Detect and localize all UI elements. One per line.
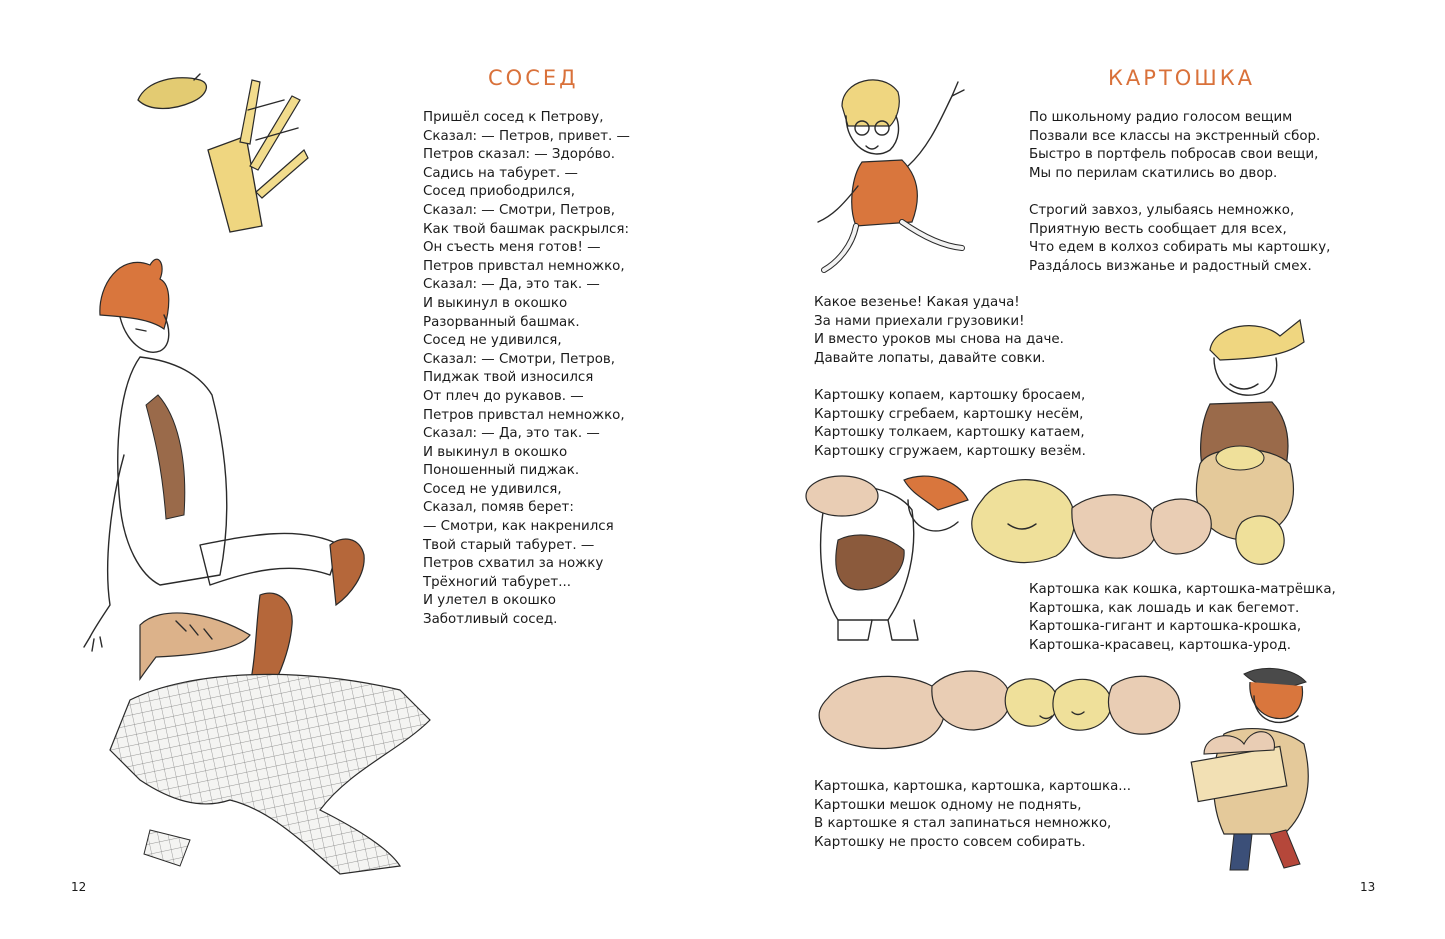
poem-sosed-line: Заботливый сосед. [423,612,558,628]
stanza-2-line-1: Строгий завхоз, улыбаясь немножко, [1029,203,1295,218]
poem-sosed-line: Петров привстал немножко, [423,258,625,274]
stanza-4-line-4: Картошку сгружаем, картошку везём. [814,443,1086,459]
stanza-4-line-2: Картошку сгребаем, картошку несём, [814,406,1084,422]
stanza-5-line-1: Картошка как кошка, картошка-матрёшка, [1029,582,1336,597]
poem-sosed-line: И выкинул в окошко [423,295,568,311]
stanza-2-line-3: Что едем в колхоз собирать мы картошку, [1029,240,1331,256]
poem-sosed-line: Он съесть меня готов! — [423,240,601,256]
poem-sosed-line: Сказал: — Смотри, Петров, [423,351,616,367]
poem-title-kartoshka: КАРТОШКА [1108,66,1256,90]
stanza-6 [814,778,1131,852]
poem-sosed-line: Сказал: — Смотри, Петров, [423,202,616,218]
poem-sosed-line: И выкинул в окошко [423,444,568,460]
poem-sosed-line: Сосед не удивился, [423,333,562,349]
sitting-man-sketch [80,245,380,715]
stanza-4-line-3: Картошку толкаем, картошку катаем, [814,425,1085,441]
stanza-3-line-1: Какое везенье! Какая удача! [814,295,1020,310]
boy-with-crate-sketch [1174,664,1344,884]
stanza-1-line-4: Мы по перилам скатились во двор. [1029,165,1278,181]
poem-sosed-line: Сказал: — Да, это так. — [423,426,600,442]
poem-sosed-line: Пиджак твой износился [423,370,594,386]
poem-sosed-line: Разорванный башмак. [423,314,580,330]
poem-sosed-line: Сказал: — Да, это так. — [423,277,600,293]
poem-sosed-line: Сосед приободрился, [423,184,575,200]
stanza-3-line-3: И вместо уроков мы снова на даче. [814,332,1064,348]
poem-title-sosed: СОСЕД [488,66,579,90]
poem-sosed-line: — Смотри, как накренился [423,519,614,535]
poem-sosed-line: Сказал: — Петров, привет. — [423,128,630,144]
stanza-5-line-3: Картошка-гигант и картошка-крошка, [1029,619,1302,635]
poem-sosed-line: Сосед не удивился, [423,481,562,497]
stanza-2 [1029,202,1330,276]
poem-sosed-line: Трёхногий табурет... [423,574,571,590]
stanza-3-line-2: За нами приехали грузовики! [814,313,1025,329]
stanza-5-line-4: Картошка-красавец, картошка-урод. [1029,637,1292,653]
poem-sosed-line: Пришёл сосед к Петрову, [423,110,604,125]
stanza-1-line-1: По школьному радио голосом вещим [1029,110,1293,125]
stanza-4-line-1: Картошку копаем, картошку бросаем, [814,388,1086,403]
stanza-1 [1029,109,1320,183]
stanza-1-line-2: Позвали все классы на экстренный сбор. [1029,128,1321,144]
stanza-6-line-4: Картошку не просто совсем собирать. [814,834,1086,850]
stanza-2-line-2: Приятную весть сообщает для всех, [1029,221,1287,237]
poem-sosed [423,109,630,630]
stanza-3 [814,294,1064,368]
stanza-5-line-2: Картошка, как лошадь и как бегемот. [1029,600,1300,616]
left-page [0,0,722,939]
poem-sosed-line: Садись на табурет. — [423,165,578,181]
page-number-right: 13 [1360,880,1376,894]
poem-sosed-line: Петров схватил за ножку [423,556,604,572]
stanza-6-line-2: Картошки мешок одному не поднять, [814,797,1082,813]
stanza-6-line-1: Картошка, картошка, картошка, картошка... [814,779,1132,794]
poem-sosed-line: Поношенный пиджак. [423,463,580,479]
stanza-1-line-3: Быстро в портфель побросав свои вещи, [1029,147,1319,163]
poem-sosed-line: И улетел в окошко [423,593,557,609]
page-number-left: 12 [71,880,87,894]
stanza-4 [814,387,1086,461]
right-page [722,0,1445,939]
poem-sosed-line: От плеч до рукавов. — [423,388,584,404]
poem-sosed-line: Петров сказал: — Здоро́во. [423,147,615,163]
poem-sosed-line: Твой старый табурет. — [423,537,595,553]
jumping-boy-sketch [812,66,992,286]
checkered-jacket-sketch [100,660,440,890]
poem-sosed-line: Как твой башмак раскрылся: [423,221,629,237]
stanza-6-line-3: В картошке я стал запинаться немножко, [814,816,1112,832]
stanza-3-line-4: Давайте лопаты, давайте совки. [814,350,1046,366]
stanza-2-line-4: Разда́лось визжанье и радостный смех. [1029,258,1312,274]
poem-sosed-line: Петров привстал немножко, [423,407,625,423]
poem-sosed-line: Сказал, помяв берет: [423,500,574,516]
flying-stool-sketch [200,70,320,240]
